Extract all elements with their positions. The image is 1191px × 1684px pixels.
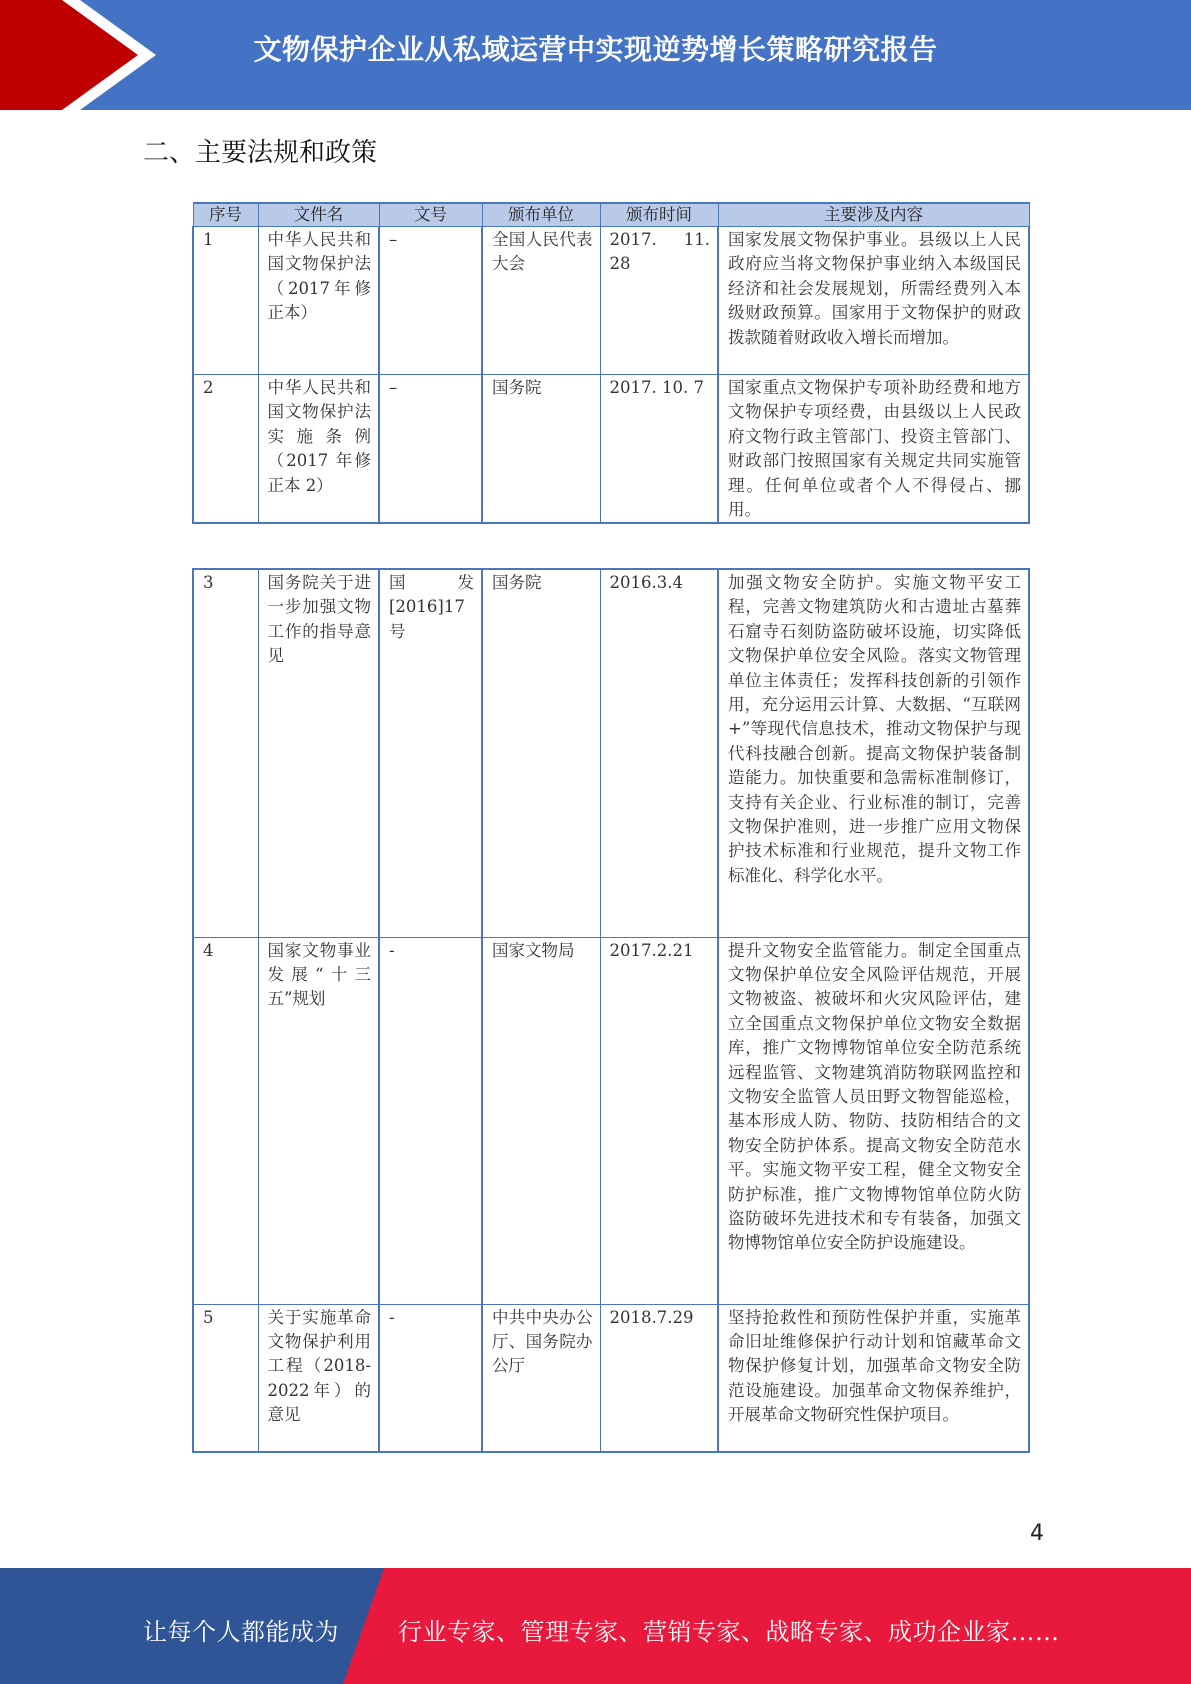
policy-table-part-2 [192, 568, 1030, 1453]
cell-name: 关于实施革命文物保护利用工程（2018-2022年）的意见 [258, 1304, 379, 1452]
cell-issuer: 全国人民代表大会 [482, 227, 600, 375]
cell-date: 2017.2.21 [600, 937, 718, 1304]
doc-no-part: 发 [457, 573, 474, 592]
column-header-date: 颁布时间 [600, 203, 718, 227]
cell-content: 国家重点文物保护专项补助经费和地方文物保护专项经费，由县级以上人民政府文物行政主管部门、投资主管部门、财政部门按照国家有关规定共同实施管理。任何单位或者个人不得侵占、挪用。 [718, 375, 1029, 524]
report-title: 文物保护企业从私域运营中实现逆势增长策略研究报告 [253, 33, 938, 66]
cell-no: 4 [193, 937, 258, 1304]
table-row [193, 375, 1029, 524]
cell-issuer: 中共中央办公厅、国务院办公厅 [482, 1304, 600, 1452]
column-header-content: 主要涉及内容 [718, 203, 1029, 227]
column-header-no: 序号 [193, 203, 258, 227]
cell-name: 国家文物事业发展“十三五”规划 [258, 937, 379, 1304]
cell-date: 2016.3.4 [600, 569, 718, 937]
footer-slogan-right: 行业专家、管理专家、营销专家、战略专家、成功企业家…… [398, 1618, 1060, 1646]
footer-slogan-left: 让每个人都能成为 [143, 1618, 339, 1646]
section-heading: 二、主要法规和政策 [143, 138, 378, 168]
cell-date: 2017. 11. 28 [600, 227, 718, 375]
cell-issuer: 国家文物局 [482, 937, 600, 1304]
cell-doc-no: - [379, 1304, 482, 1452]
table-row [193, 569, 1029, 937]
report-footer [0, 1568, 1191, 1684]
page-number: 4 [1030, 1521, 1044, 1546]
cell-no: 5 [193, 1304, 258, 1452]
cell-doc-no: – [379, 227, 482, 375]
cell-no: 3 [193, 569, 258, 937]
cell-content: 国家发展文物保护事业。县级以上人民政府应当将文物保护事业纳入本级国民经济和社会发展规划，所需经费列入本级财政预算。国家用于文物保护的财政拨款随着财政收入增长而增加。 [718, 227, 1029, 375]
cell-doc-no: - [379, 937, 482, 1304]
cell-name: 中华人民共和国文物保护法实施条例（2017 年修正本 2） [258, 375, 379, 524]
column-header-doc-no: 文号 [379, 203, 482, 227]
cell-date: 2018.7.29 [600, 1304, 718, 1452]
cell-name: 中华人民共和国文物保护法（2017年修正本） [258, 227, 379, 375]
cell-issuer: 国务院 [482, 375, 600, 524]
cell-doc-no: – [379, 375, 482, 524]
table-row [193, 1304, 1029, 1452]
doc-no-part: 国 [389, 573, 406, 592]
cell-content: 坚持抢救性和预防性保护并重，实施革命旧址维修保护行动计划和馆藏革命文物保护修复计划，加强革命文物安全防范设施建设。加强革命文物保养维护，开展革命文物研究性保护项目。 [718, 1304, 1029, 1452]
doc-no-part: [2016]17号 [389, 597, 465, 641]
table-row [193, 227, 1029, 375]
cell-issuer: 国务院 [482, 569, 600, 937]
table-row [193, 937, 1029, 1304]
doc-no-line [389, 571, 474, 595]
cell-content: 提升文物安全监管能力。制定全国重点文物保护单位安全风险评估规范，开展文物被盗、被破坏和火灾风险评估，建立全国重点文物保护单位文物安全数据库，推广文物博物馆单位安全防范系统远程监管、文物建筑消防物联网监控和文物安全监管人员田野文物智能巡检，基本形成人防、物防、技防相结合的文物安全防护体系。提高文物安全防范水平。实施文物平安工程，健全文物安全防护标准，推广文物博物馆单位防火防盗防破坏先进技术和专有装备，加强文物博物馆单位安全防护设施建设。 [718, 937, 1029, 1304]
cell-date: 2017. 10. 7 [600, 375, 718, 524]
policy-table-part-1 [192, 202, 1030, 524]
cell-name: 国务院关于进一步加强文物工作的指导意见 [258, 569, 379, 937]
report-header [0, 0, 1191, 110]
column-header-issuer: 颁布单位 [482, 203, 600, 227]
cell-content: 加强文物安全防护。实施文物平安工程，完善文物建筑防火和古遗址古墓葬石窟寺石刻防盗防破坏设施，切实降低文物保护单位安全风险。落实文物管理单位主体责任；发挥科技创新的引领作用，充分运用云计算、大数据、“互联网+”等现代信息技术，推动文物保护与现代科技融合创新。提高文物保护装备制造能力。加快重要和急需标准制修订，支持有关企业、行业标准的制订，完善文物保护准则，进一步推广应用文物保护技术标准和行业规范，提升文物工作标准化、科学化水平。 [718, 569, 1029, 937]
cell-doc-no [379, 569, 482, 937]
cell-no: 2 [193, 375, 258, 524]
column-header-name: 文件名 [258, 203, 379, 227]
cell-no: 1 [193, 227, 258, 375]
table-header-row [193, 203, 1029, 227]
